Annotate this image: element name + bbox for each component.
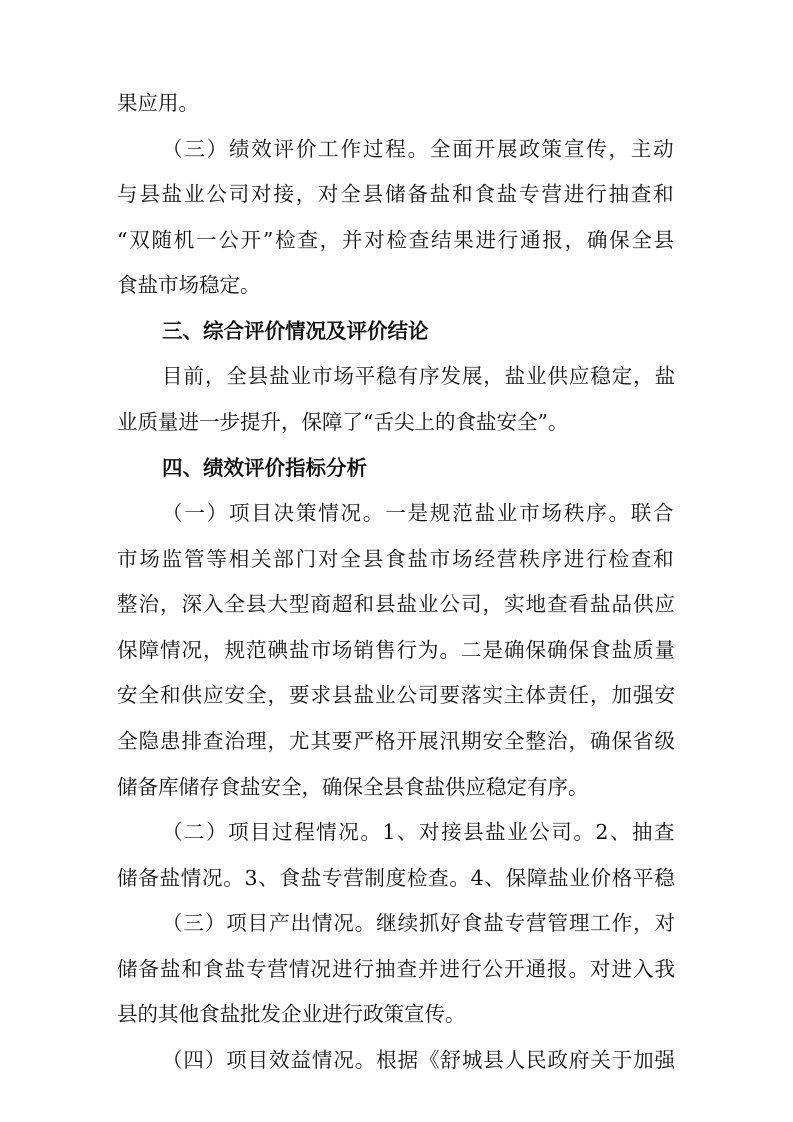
text-line: （三）项目产出情况。继续抓好食盐专营管理工作，对 xyxy=(162,911,677,935)
text-line: 业质量进一步提升，保障了“舌尖上的食盐安全”。 xyxy=(117,410,569,434)
text-line: 保障情况，规范碘盐市场销售行为。二是确保确保食盐质量 xyxy=(117,638,676,662)
text-line: 储备盐情况。3、食盐专营制度检查。4、保障盐业价格平稳 xyxy=(117,866,676,890)
section-heading: 三、综合评价情况及评价结论 xyxy=(162,319,429,343)
text-line: 全隐患排查治理，尤其要严格开展汛期安全整治，确保省级 xyxy=(117,729,676,753)
text-line: 食盐市场稳定。 xyxy=(117,273,261,297)
text-line: （三）绩效评价工作过程。全面开展政策宣传，主动 xyxy=(162,137,676,161)
text-line: 目前，全县盐业市场平稳有序发展，盐业供应稳定，盐 xyxy=(162,364,677,388)
text-line: 安全和供应安全，要求县盐业公司要落实主体责任，加强安 xyxy=(117,683,676,707)
text-line: 整治，深入全县大型商超和县盐业公司，实地查看盐品供应 xyxy=(117,592,676,616)
text-line: （四）项目效益情况。根据《舒城县人民政府关于加强 xyxy=(162,1048,677,1072)
text-line: 储备盐和食盐专营情况进行抽查并进行公开通报。对进入我 xyxy=(117,957,676,981)
section-heading: 四、绩效评价指标分析 xyxy=(162,456,367,480)
text-line: “双随机一公开”检查，并对检查结果进行通报，确保全县 xyxy=(117,228,676,252)
text-line: （一）项目决策情况。一是规范盐业市场秩序。联合 xyxy=(162,501,676,525)
text-line: 市场监管等相关部门对全县食盐市场经营秩序进行检查和 xyxy=(117,547,676,571)
text-line: 储备库储存食盐安全，确保全县食盐供应稳定有序。 xyxy=(117,775,589,799)
text-line: （二）项目过程情况。1、对接县盐业公司。2、抽查 xyxy=(162,820,677,844)
text-line: 县的其他食盐批发企业进行政策宣传。 xyxy=(117,1002,466,1026)
text-line: 与县盐业公司对接，对全县储备盐和食盐专营进行抽查和 xyxy=(117,182,676,206)
text-line: 果应用。 xyxy=(117,91,199,115)
